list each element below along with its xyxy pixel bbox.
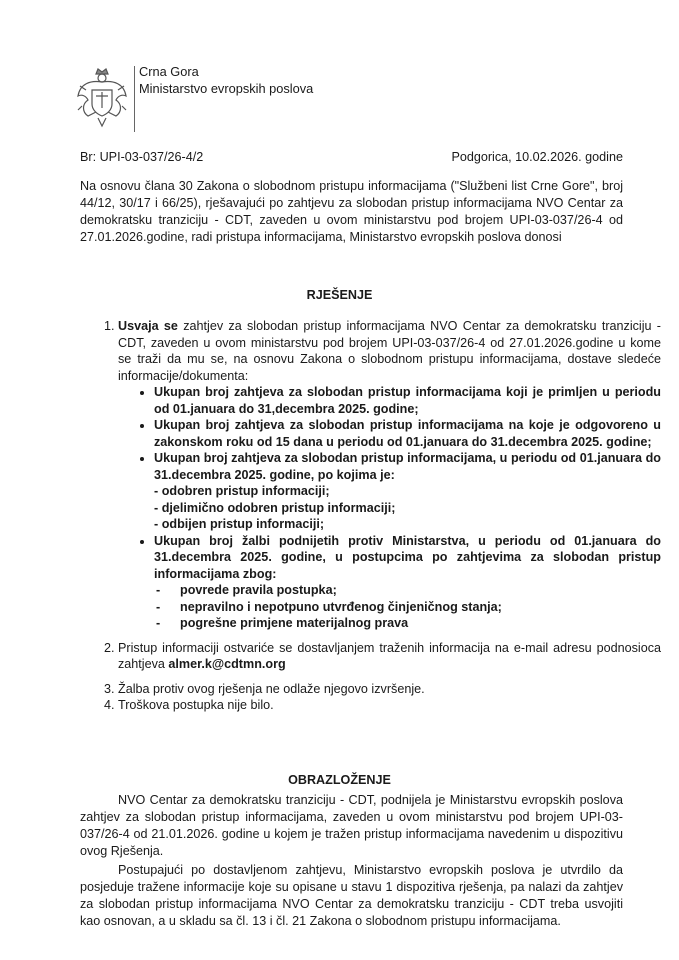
reasoning-paragraph: NVO Centar za demokratsku tranziciju - CDT, podnijela je Ministarstvu evropskih poslova zahtjev za slobodan pristup informacijama, zaveden u ovom ministarstvu pod brojem UPI-03-037/26-4 od 21.01.2026. godine u kojem je tražen pristup informacijama navedenim u dispozitivu ovog Rješenja. [80, 793, 623, 858]
item1-bold: Usvaja se [118, 319, 178, 333]
decision-title: RJEŠENJE [306, 288, 373, 302]
item2-text: Pristup informaciji ostvariće se dostavljanjem traženih informacija na e-mail adresu podnosioca zahtjeva [118, 640, 661, 671]
header-divider [134, 66, 135, 132]
sub-item: - djelimično odobren pristup informaciji; [154, 500, 661, 517]
decision-item-1 [118, 318, 661, 632]
request-bullet: • Ukupan broj zahtjeva za slobodan pristup informacijama koji je primljen u periodu od 01.januara do 31,decembra 2025. godine; [154, 384, 661, 417]
sub-item: - povrede pravila postupka; [154, 582, 661, 599]
country-name: Crna Gora [139, 64, 199, 79]
request-bullet [154, 450, 661, 533]
intro-paragraph: Na osnovu člana 30 Zakona o slobodnom pristupu informacijama ("Službeni list Crne Gore", broj 44/12, 30/17 i 66/25), rješavajući po zahtjevu za slobodan pristup informacijama NVO Centar za demokratsku tranziciju - CDT, zaveden u ovom ministarstvu pod brojem UPI-03-037/26-4 od 27.01.2026.godine, radi pristupa informacijama, Ministarstvo evropskih poslova donosi [80, 179, 623, 244]
decision-item-2 [118, 640, 661, 673]
sub-item: - nepravilno i nepotpuno utvrđenog činjeničnog stanja; [154, 599, 661, 616]
decision-item-3: 3. Žalba protiv ovog rješenja ne odlaže njegovo izvršenje. [118, 681, 661, 698]
sub-item: - pogrešne primjene materijalnog prava [154, 615, 661, 632]
request-bullet [154, 533, 661, 632]
reasoning-title: OBRAZLOŽENJE [288, 773, 391, 787]
bullet-text: Ukupan broj zahtjeva za slobodan pristup informacijama, u periodu od 01.januara do 31.decembra 2025. godine, po kojima je: [154, 451, 661, 482]
reasoning-paragraph: Postupajući po dostavljenom zahtjevu, Ministarstvo evropskih poslova je utvrdilo da posjeduje tražene informacije koje su opisane u stavu 1 dispozitiva rješenja, pa nalazi da zahtjev za slobodan pristup informacijama NVO Centar za demokratsku tranziciju - CDT treba usvojiti kao osnovan, a u skladu sa čl. 13 i čl. 21 Zakona o slobodnom pristupu informacijama. [80, 863, 623, 928]
sub-item: - odbijen pristup informaciji; [154, 516, 661, 533]
sub-item: - odobren pristup informaciji; [154, 483, 661, 500]
item1-text: zahtjev za slobodan pristup informacijama NVO Centar za demokratsku tranziciju - CDT, zaveden u ovom ministarstvu pod brojem UPI-03-037/26-4 od 27.01.2026.godine u kome se traži da mu se, na osnovu Zakona o slobodnom pristupu informacijama, dostave sledeće informacije/dokumenta: [118, 319, 661, 383]
place-date: Podgorica, 10.02.2026. godine [451, 150, 623, 164]
reference-number: Br: UPI-03-037/26-4/2 [80, 150, 204, 164]
ministry-name: Ministarstvo evropskih poslova [139, 81, 314, 96]
coat-of-arms-icon [76, 66, 128, 130]
decision-item-4: 4. Troškova postupka nije bilo. [118, 697, 661, 714]
decision-items [80, 318, 661, 714]
email-address: almer.k@cdtmn.org [168, 657, 286, 671]
letterhead [139, 63, 313, 97]
request-bullet: • Ukupan broj zahtjeva za slobodan pristup informacijama na koje je odgovoreno u zakonskom roku od 15 dana u periodu od 01.januara do 31.decembra 2025. godine; [154, 417, 661, 450]
bullet-text: Ukupan broj žalbi podnijetih protiv Ministarstva, u periodu od 01.januara do 31.decembra 2025. godine, u postupcima po zahtjevima za slobodan pristup informacijama zbog: [154, 533, 661, 581]
